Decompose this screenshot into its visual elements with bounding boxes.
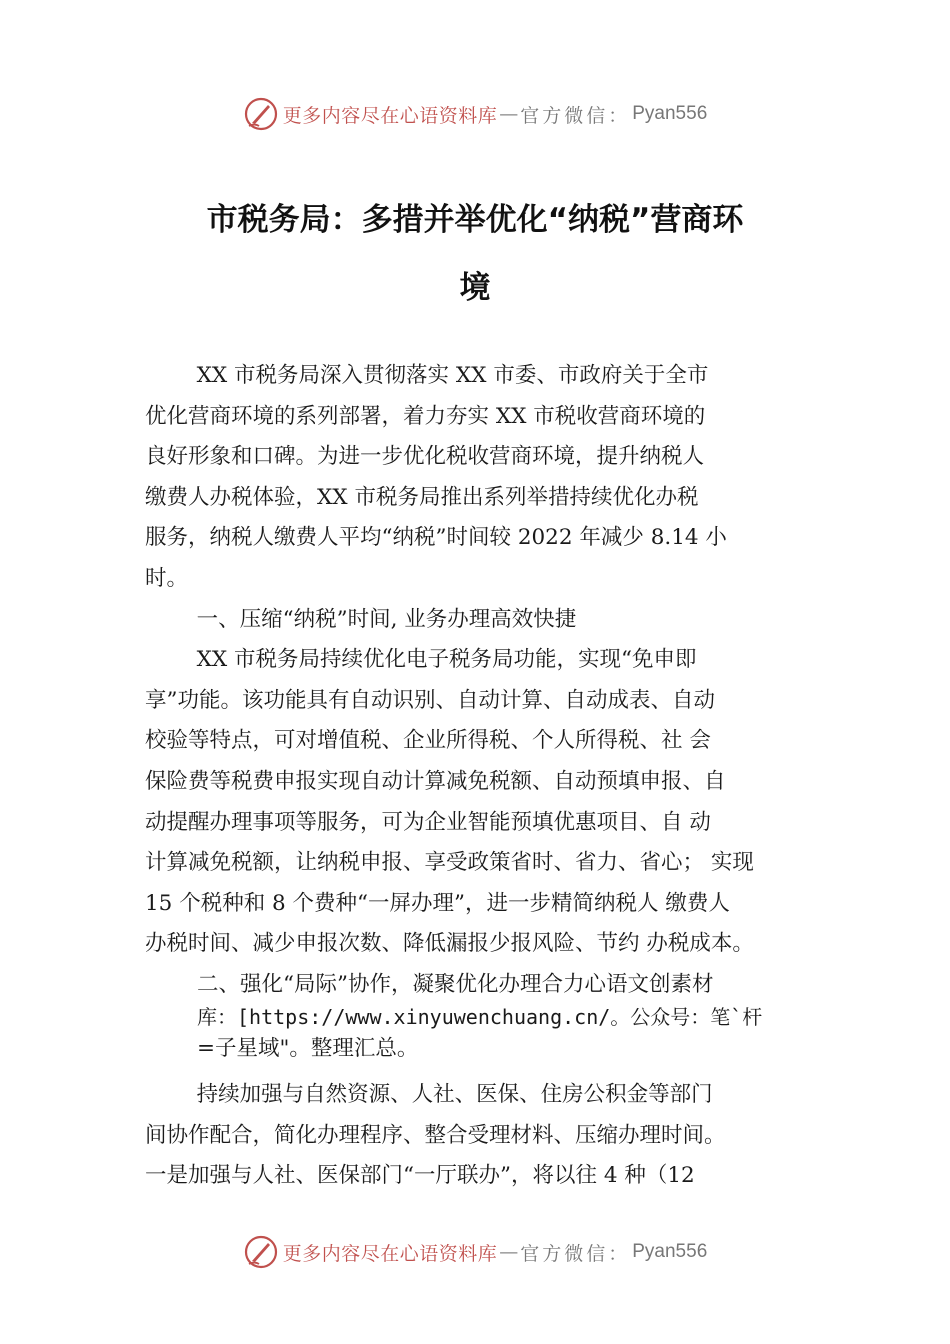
text-line: 保险费等税费申报实现自动计算减免税额、自动预填申报、自	[145, 768, 726, 794]
section-heading-1	[145, 600, 835, 641]
promo-text: 更多内容尽在心语资料库	[282, 1242, 498, 1265]
footer-watermark-banner	[0, 1232, 950, 1272]
text-line: 办税时间、减少申报次数、降低漏报少报风险、节约 办税成本。	[145, 931, 754, 957]
paragraph-intro	[145, 356, 835, 600]
text-line: 服务，纳税人缴费人平均“纳税”时间较 2022 年减少 8.14 小	[145, 525, 727, 551]
text-line: XX 市税务局深入贯彻落实 XX 市委、市政府关于全市	[196, 363, 709, 388]
text-line: XX 市税务局持续优化电子税务局功能，实现“免申即	[196, 647, 697, 673]
text-line: 库：[https://www.xinyuwenchuang.cn/。公众号：笔`杆	[197, 1004, 763, 1029]
text-line: 15 个税种和 8 个费种“一屏办理”，进一步精简纳税人 缴费人	[145, 890, 730, 916]
text-line: 享”功能。该功能具有自动识别、自动计算、自动成表、自动	[145, 687, 715, 713]
wechat-label: 官方微信：	[520, 104, 631, 127]
text-line: 间协作配合，简化办理程序、整合受理材料、压缩办理时间。	[145, 1122, 726, 1148]
title-line-2: 境	[459, 270, 491, 306]
wechat-id: Pyan556	[632, 1241, 708, 1262]
document-title	[140, 186, 810, 322]
text-line: 校验等特点，可对增值税、企业所得税、个人所得税、社 会	[145, 728, 711, 754]
text-line: 二、强化“局际”协作，凝聚优化办理合力心语文创素材	[197, 971, 714, 997]
wechat-id: Pyan556	[632, 103, 708, 124]
heading-text: 一、压缩“纳税”时间, 业务办理高效快捷	[196, 606, 577, 632]
header-watermark-banner	[0, 94, 950, 134]
paragraph-section-1	[145, 640, 835, 965]
section-heading-2	[145, 969, 835, 1065]
wechat-label: 官方微信：	[520, 1242, 631, 1265]
text-line: 持续加强与自然资源、人社、医保、住房公积金等部门	[196, 1081, 713, 1107]
quill-pen-logo-icon	[243, 96, 279, 132]
text-line: =子星域"。整理汇总。	[197, 1035, 419, 1061]
document-body	[145, 356, 835, 1197]
text-line: 缴费人办税体验，XX 市税务局推出系列举措持续优化办税	[145, 484, 699, 510]
text-line: 计算减免税额，让纳税申报、享受政策省时、省力、省心； 实现	[145, 850, 754, 876]
banner-separator: —	[499, 1241, 519, 1263]
promo-text: 更多内容尽在心语资料库	[282, 104, 498, 127]
text-line: 时。	[145, 565, 189, 591]
quill-pen-logo-icon	[243, 1234, 279, 1270]
banner-separator: —	[499, 103, 519, 125]
title-line-1: 市税务局：多措并举优化“纳税”营商环	[206, 202, 744, 238]
text-line: 一是加强与人社、医保部门“一厅联办”，将以往 4 种（12	[145, 1163, 695, 1189]
text-line: 动提醒办理事项等服务，可为企业智能预填优惠项目、自 动	[145, 809, 711, 835]
text-line: 良好形象和口碑。为进一步优化税收营商环境，提升纳税人	[145, 444, 705, 470]
text-line: 优化营商环境的系列部署，着力夯实 XX 市税收营商环境的	[145, 403, 706, 429]
paragraph-section-2	[145, 1075, 835, 1197]
